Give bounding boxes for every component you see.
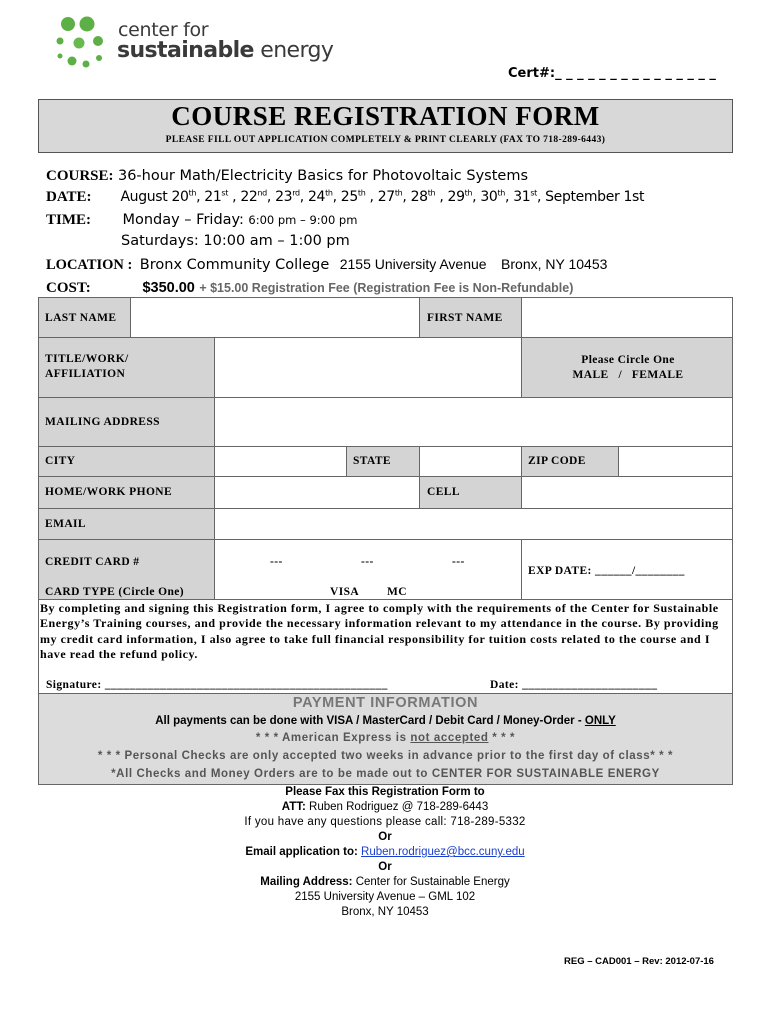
logo-energy: energy — [260, 38, 334, 63]
form-title: COURSE REGISTRATION FORM — [171, 101, 600, 131]
email-line: Email application to: Ruben.rodriguez@bcc.cuny.edu — [245, 846, 525, 858]
exp-date-cell[interactable] — [521, 539, 733, 600]
zip-label-cell — [521, 446, 619, 477]
time-weekday: Monday – Friday: — [122, 212, 244, 228]
cost-line — [46, 279, 573, 297]
fax-heading: Please Fax this Registration Form to — [285, 786, 485, 798]
date-field[interactable]: Date: ______________________ — [490, 679, 658, 691]
last-name-input[interactable] — [130, 297, 420, 338]
date-value: August 20th, 21st , 22nd, 23rd, 24th, 25th , 27th, 28th , 29th, 30th, 31st, September 1st — [120, 188, 645, 205]
home-phone-label: HOME/WORK PHONE — [45, 486, 173, 498]
location-address: 2155 University Avenue — [339, 256, 487, 272]
location-value: Bronx Community College — [139, 257, 330, 273]
logo-mark — [52, 14, 112, 72]
gender-options[interactable]: MALE / FEMALE — [572, 369, 684, 381]
zip-label: ZIP CODE — [528, 455, 586, 467]
state-label-cell — [346, 446, 420, 477]
questions-line: If you have any questions please call: 718-289-5332 — [244, 816, 526, 828]
title-work-label-1: TITLE/WORK/ — [45, 353, 129, 365]
title-work-input[interactable] — [214, 337, 522, 398]
course-line — [46, 167, 528, 185]
gender-cell — [521, 337, 733, 398]
email-label: EMAIL — [45, 518, 86, 530]
cell-label: CELL — [427, 486, 460, 498]
last-name-label: LAST NAME — [45, 312, 117, 324]
payment-heading: PAYMENT INFORMATION — [292, 695, 479, 711]
course-value: 36-hour Math/Electricity Basics for Photovoltaic Systems — [117, 168, 529, 184]
cost-fee: + $15.00 Registration Fee (Registration Fee is Non-Refundable) — [199, 281, 574, 295]
payment-line-3: * * * Personal Checks are only accepted two weeks in advance prior to the first day of class* * * — [97, 750, 674, 762]
date-label: DATE: — [46, 189, 92, 205]
email-link[interactable]: Ruben.rodriguez@bcc.cuny.edu — [361, 846, 525, 858]
agreement-text: By completing and signing this Registration form, I agree to comply with the requirements of the Center for Sustainable Energy’s Training courses, and provide the necessary information relevant to my attendance in the course. By providing my credit card information, I also agree to take full financial responsibility for tuition costs related to the course and I have read the refund policy. — [40, 601, 719, 662]
form-revision-code: REG – CAD001 – Rev: 2012-07-16 — [564, 956, 714, 967]
payment-line-4: *All Checks and Money Orders are to be made out to CENTER FOR SUSTAINABLE ENERGY — [111, 768, 660, 780]
cc-dash-3: --- — [452, 556, 465, 568]
course-label: COURSE: — [46, 168, 114, 184]
cost-label: COST: — [46, 280, 91, 296]
address-line-1: 2155 University Avenue – GML 102 — [294, 891, 476, 903]
title-work-label-2: AFFILIATION — [45, 368, 126, 380]
location-label: LOCATION : — [46, 257, 133, 273]
cc-dash-1: --- — [270, 556, 283, 568]
state-label: STATE — [353, 455, 392, 467]
home-phone-input[interactable] — [214, 476, 420, 509]
credit-card-label-cell — [38, 539, 215, 600]
location-line — [46, 256, 607, 274]
cert-number-field[interactable]: Cert#:_ _ _ _ _ _ _ _ _ _ _ _ _ _ _ — [508, 66, 716, 81]
cell-label-cell — [419, 476, 522, 509]
signature-field[interactable]: Signature: ______________________________________________ — [46, 679, 388, 691]
cc-dash-2: --- — [361, 556, 374, 568]
time-saturday: Saturdays: 10:00 am – 1:00 pm — [121, 233, 350, 249]
credit-card-label: CREDIT CARD # — [45, 556, 140, 568]
card-type-label: CARD TYPE (Circle One) — [45, 586, 185, 598]
logo-text-line1: center for — [118, 19, 209, 41]
first-name-input[interactable] — [521, 297, 733, 338]
home-phone-label-cell — [38, 476, 215, 509]
email-input[interactable] — [214, 508, 733, 540]
logo-text-line2 — [117, 38, 333, 63]
time-line — [46, 211, 357, 229]
card-type-visa[interactable]: VISA — [330, 586, 360, 598]
city-label-cell — [38, 446, 215, 477]
payment-line-2: * * * American Express is not accepted * * * — [255, 732, 516, 744]
logo-sustainable: sustainable — [117, 38, 254, 63]
city-label: CITY — [45, 455, 76, 467]
cost-value: $350.00 — [142, 280, 195, 296]
city-input[interactable] — [214, 446, 347, 477]
cell-input[interactable] — [521, 476, 733, 509]
exp-date-field[interactable]: EXP DATE: ______/________ — [528, 565, 685, 577]
address-line-2: Bronx, NY 10453 — [341, 906, 429, 918]
circle-one-label: Please Circle One — [581, 354, 675, 366]
or-1: Or — [378, 831, 392, 843]
card-type-mc[interactable]: MC — [387, 586, 407, 598]
form-subtitle: PLEASE FILL OUT APPLICATION COMPLETELY & PRINT CLEARLY (FAX TO 718-289-6443) — [165, 135, 606, 145]
mailing-address-label: MAILING ADDRESS — [45, 416, 160, 428]
mailing-address-input[interactable] — [214, 397, 733, 447]
last-name-label-cell — [38, 297, 131, 338]
time-weekday-hours: 6:00 pm – 9:00 pm — [248, 213, 358, 227]
first-name-label-cell — [419, 297, 522, 338]
or-2: Or — [378, 861, 392, 873]
location-city: Bronx, NY 10453 — [501, 256, 608, 272]
att-line: ATT: Ruben Rodriguez @ 718-289-6443 — [281, 801, 489, 813]
state-input[interactable] — [419, 446, 522, 477]
time-label: TIME: — [46, 212, 91, 228]
first-name-label: FIRST NAME — [427, 312, 503, 324]
email-label-cell — [38, 508, 215, 540]
payment-line-1: All payments can be done with VISA / MasterCard / Debit Card / Money-Order - ONLY — [155, 715, 616, 727]
mailing-address-line: Mailing Address: Center for Sustainable Energy — [260, 876, 510, 888]
date-line — [46, 188, 644, 206]
title-work-label-cell — [38, 337, 215, 398]
credit-card-input[interactable] — [214, 539, 522, 600]
mailing-address-label-cell — [38, 397, 215, 447]
zip-input[interactable] — [618, 446, 733, 477]
